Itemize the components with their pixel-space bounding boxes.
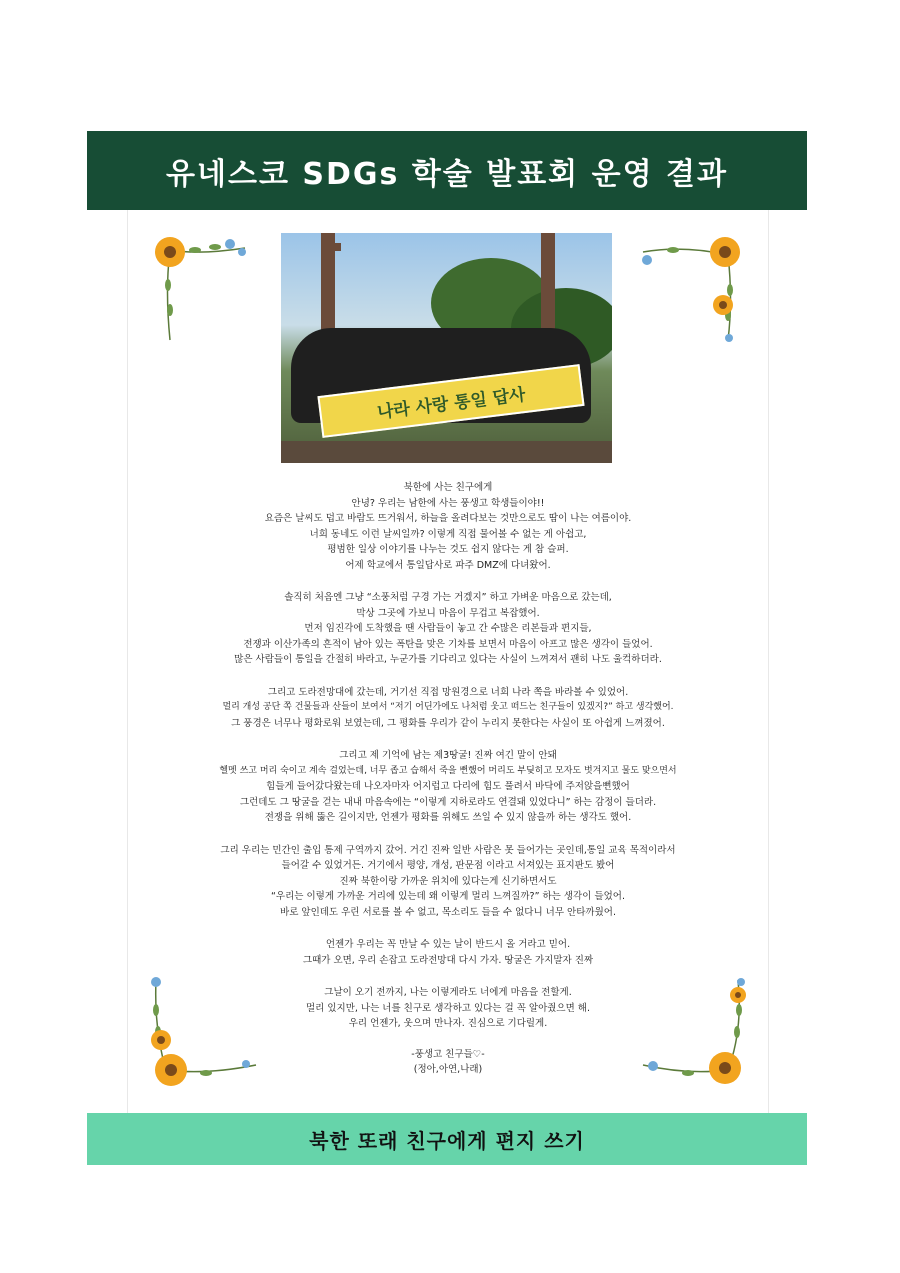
- signature-names: (정아,아연,나래): [413, 1064, 483, 1075]
- letter-body: [128, 480, 768, 1078]
- letter-line: 멀리 있지만, 나는 너를 친구로 생각하고 있다는 걸 꼭 알아줬으면 해.: [305, 1002, 591, 1014]
- letter-paragraph: [128, 590, 768, 668]
- flower-decoration-top-right-icon: [633, 230, 753, 350]
- letter-line: “우리는 이렇게 가까운 거리에 있는데 왜 이렇게 멀리 느껴질까?” 하는 생각이 들었어.: [271, 891, 625, 902]
- letter-line: 헬멧 쓰고 머리 숙이고 계속 걸었는데, 너무 좁고 습해서 죽을 뻔했어 머리도 부딪히고 모자도 벗겨지고 물도 맞으면서: [219, 765, 677, 776]
- letter-line: 북한에 사는 친구에게: [403, 482, 493, 493]
- letter-line: 그리 우리는 민간인 출입 통제 구역까지 갔어. 거긴 진짜 일반 사람은 못 들어가는 곳인데,통일 교육 목적이라서: [220, 844, 676, 856]
- letter-line: 진짜 북한이랑 가까운 위치에 있다는게 신기하면서도: [339, 875, 557, 887]
- letter-paragraph: [128, 480, 768, 573]
- letter-line: 그리고 제 기억에 남는 제3땅굴! 진짜 여긴 말이 안돼: [339, 750, 557, 761]
- letter-paragraph: [128, 748, 768, 826]
- letter-paragraph: [128, 985, 768, 1032]
- letter-line: 들어갈 수 있었거든. 거기에서 평양, 개성, 판문점 이라고 서져있는 표지판도 봤어: [281, 860, 615, 871]
- letter-line: 멀리 개성 공단 쪽 건물들과 산들이 보여서 “저기 어딘가에도 나처럼 웃고 떠드는 친구들이 있겠지?” 하고 생각했어.: [222, 702, 674, 712]
- letter-line: 평범한 일상 이야기를 나누는 것도 쉽지 않다는 게 참 슬퍼.: [327, 544, 569, 555]
- letter-line: 그때가 오면, 우리 손잡고 도라전망대 다시 가자. 땅굴은 가지말자 진짜: [302, 954, 594, 966]
- letter-line: 전쟁과 이산가족의 흔적이 남아 있는 폭탄을 맞은 기차를 보면서 마음이 아프고 많은 생각이 들었어.: [243, 638, 653, 650]
- footer-title: 북한 또래 친구에게 편지 쓰기: [309, 1128, 585, 1153]
- letter-line: 바로 앞인데도 우린 서로를 볼 수 없고, 목소리도 들을 수 없다니 너무 안타까웠어.: [280, 906, 616, 918]
- letter-line: 그런데도 그 땅굴을 걷는 내내 마음속에는 “이렇게 지하로라도 연결돼 있었다니” 하는 감정이 들더라.: [239, 796, 657, 808]
- flower-decoration-top-left-icon: [140, 230, 260, 350]
- page-footer: [87, 1113, 807, 1165]
- photo-banner: 나라 사랑 통일 답사: [317, 364, 584, 438]
- letter-line: 힘들게 들어갔다왔는데 나오자마자 어지럽고 다리에 힘도 풀려서 바닥에 주저앉을뻔했어: [266, 781, 630, 792]
- letter-line: 안녕? 우리는 남한에 사는 풍생고 학생들이야!!: [351, 497, 545, 509]
- letter-line: 어제 학교에서 통일답사로 파주 DMZ에 다녀왔어.: [345, 559, 551, 571]
- page-header: [87, 131, 807, 210]
- letter-line: 그 풍경은 너무나 평화로워 보였는데, 그 평화를 우리가 같이 누리지 못한다는 사실이 또 아쉽게 느껴졌어.: [231, 717, 665, 729]
- letter-line: 막상 그곳에 가보니 마음이 무겁고 복잡했어.: [356, 607, 540, 619]
- header-title: 유네스코 SDGs 학술 발표회 운영 결과: [166, 156, 728, 192]
- letter-line: 언젠가 우리는 꼭 만날 수 있는 날이 반드시 올 거라고 믿어.: [325, 939, 571, 950]
- letter-line: 전쟁을 위해 뚫은 길이지만, 언젠가 평화를 위해도 쓰일 수 있지 않을까 하는 생각도 했어.: [264, 812, 632, 823]
- letter-line: 그날이 오기 전까지, 나는 이렇게라도 너에게 마음을 전할게.: [324, 987, 572, 998]
- letter-paragraph: [128, 937, 768, 968]
- letter-line: 솔직히 처음엔 그냥 “소풍처럼 구경 가는 거겠지” 하고 가벼운 마음으로 갔는데,: [284, 592, 612, 603]
- group-photo: [281, 233, 612, 463]
- letter-line: 많은 사람들이 통일을 간절히 바라고, 누군가를 기다리고 있다는 사실이 느껴져서 괜히 나도 울컥하더라.: [234, 654, 662, 665]
- letter-line: 그리고 도라전망대에 갔는데, 거기선 직접 망원경으로 너희 나라 쪽을 바라볼 수 있었어.: [267, 686, 629, 698]
- letter-line: 너희 동네도 이런 날씨일까? 이렇게 직접 물어볼 수 없는 게 아쉽고,: [309, 528, 587, 540]
- signature-line: -풍생고 친구들♡-: [411, 1048, 485, 1060]
- letter-line: 우리 언젠가, 웃으며 만나자. 진심으로 기다릴게.: [348, 1018, 548, 1029]
- letter-paragraph: [128, 843, 768, 921]
- letter-line: 먼저 임진각에 도착했을 땐 사람들이 놓고 간 수많은 리본들과 편지들,: [304, 623, 592, 634]
- letter-card: [127, 210, 769, 1113]
- letter-line: 요즘은 날씨도 덥고 바람도 뜨거워서, 하늘을 올려다보는 것만으로도 땀이 나는 여름이야.: [264, 513, 632, 524]
- letter-paragraph: [128, 685, 768, 732]
- letter-signature: [128, 1047, 768, 1078]
